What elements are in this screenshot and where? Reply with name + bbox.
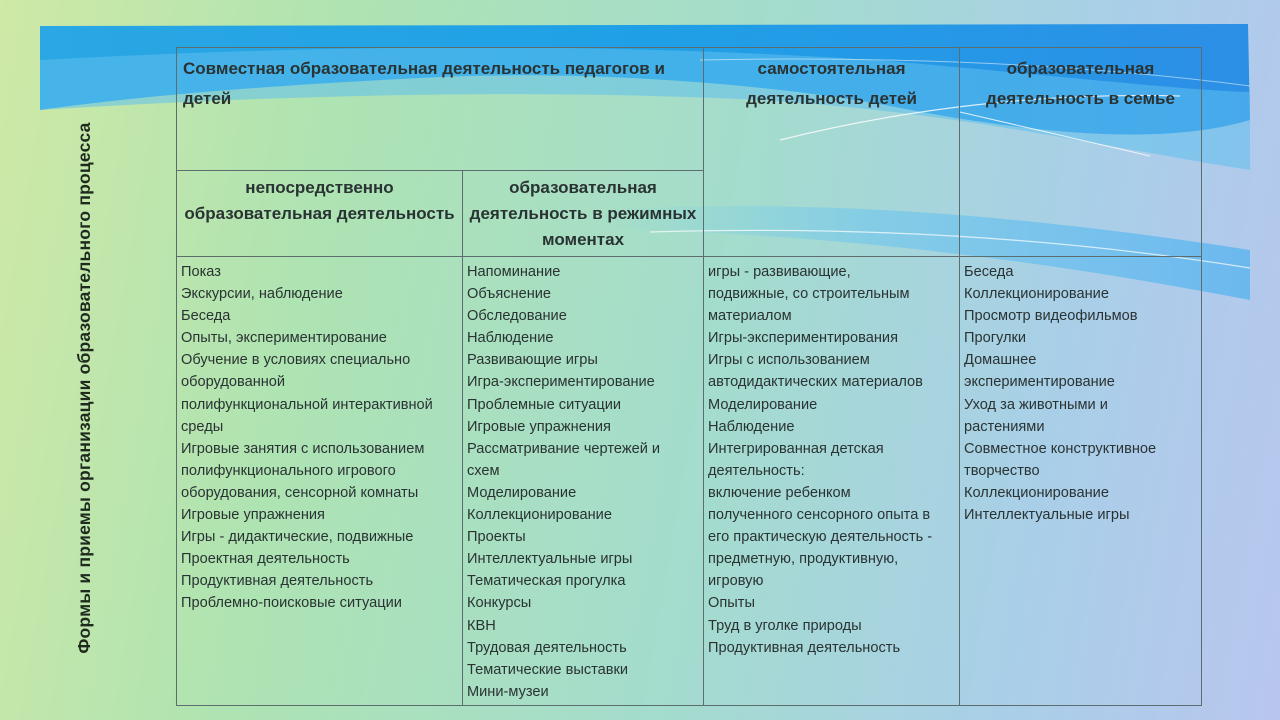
- list-item: Совместное конструктивное: [964, 440, 1157, 457]
- list-item: Проектная деятельность: [181, 551, 350, 568]
- list-item: Рассматривание чертежей и: [467, 440, 661, 457]
- list-item: Экскурсии, наблюдение: [181, 286, 343, 303]
- list-item: Напоминание: [467, 264, 561, 280]
- list-item: автодидактических материалов: [708, 374, 923, 391]
- list-item: среды: [181, 418, 224, 435]
- list-item: Обследование: [467, 308, 567, 325]
- list-item: предметную, продуктивную,: [708, 551, 899, 568]
- list-item: Игры-экспериментирования: [708, 330, 898, 347]
- list-item: Интегрированная детская: [708, 440, 884, 457]
- list-item: Конкурсы: [467, 595, 532, 612]
- list-item: Опыты, экспериментирование: [181, 330, 387, 347]
- list-item: Тематическая прогулка: [467, 573, 626, 590]
- list-routine-activity: [463, 257, 704, 706]
- list-item: Тематические выставки: [467, 661, 629, 678]
- list-item: Коллекционирование: [467, 507, 612, 524]
- header-family-activity: образовательная деятельность в семье: [960, 48, 1202, 257]
- list-direct-activity: [177, 257, 463, 706]
- list-item: Наблюдение: [708, 418, 795, 435]
- list-item: Игра-экспериментирование: [467, 374, 655, 391]
- list-item: оборудованной: [181, 374, 286, 391]
- list-item: Труд в уголке природы: [708, 617, 862, 634]
- list-item: Уход за животными и: [964, 396, 1108, 413]
- side-title: Формы и приемы организации образовательного процесса: [74, 122, 94, 654]
- list-item: Объяснение: [467, 286, 552, 303]
- list-independent-activity: [704, 257, 960, 706]
- list-item: Игровые упражнения: [467, 418, 611, 435]
- list-item: Проблемно-поисковые ситуации: [181, 595, 402, 612]
- header-joint-activity: Совместная образовательная деятельность педагогов и детей: [177, 48, 704, 171]
- list-item: Обучение в условиях специально: [181, 352, 411, 369]
- list-item: Опыты: [708, 595, 755, 612]
- list-item: Трудовая деятельность: [467, 639, 627, 656]
- subheader-routine-activity: образовательная деятельность в режимных моментах: [463, 171, 704, 257]
- list-item: полифункционального игрового: [181, 462, 396, 479]
- list-item: Проекты: [467, 529, 526, 546]
- list-item: его практическую деятельность -: [708, 529, 933, 546]
- list-item: Интеллектуальные игры: [467, 551, 633, 568]
- list-item: включение ребенком: [708, 484, 851, 501]
- list-item: Развивающие игры: [467, 352, 598, 369]
- list-item: подвижные, со строительным: [708, 286, 910, 303]
- list-family-activity: [960, 257, 1202, 706]
- list-item: Игровые упражнения: [181, 507, 325, 524]
- list-item: творчество: [964, 462, 1040, 479]
- list-item: полифункциональной интерактивной: [181, 396, 433, 413]
- forms-table: [176, 47, 1202, 706]
- list-item: Моделирование: [708, 396, 818, 413]
- list-item: оборудования, сенсорной комнаты: [181, 484, 419, 501]
- list-item: игровую: [708, 573, 764, 590]
- list-item: КВН: [467, 617, 496, 634]
- list-item: Моделирование: [467, 484, 577, 501]
- list-item: Продуктивная деятельность: [708, 639, 901, 656]
- list-item: Беседа: [964, 264, 1014, 280]
- list-item: Прогулки: [964, 330, 1027, 347]
- list-item: игры - развивающие,: [708, 264, 851, 280]
- list-item: Наблюдение: [467, 330, 554, 347]
- list-item: схем: [467, 462, 500, 479]
- list-item: материалом: [708, 308, 792, 325]
- list-item: Игры - дидактические, подвижные: [181, 529, 414, 546]
- list-item: Домашнее: [964, 352, 1037, 369]
- subheader-direct-activity: непосредственно образовательная деятельность: [177, 171, 463, 257]
- list-item: Коллекционирование: [964, 484, 1109, 501]
- list-item: Игры с использованием: [708, 352, 870, 369]
- list-item: растениями: [964, 418, 1045, 435]
- list-item: экспериментирование: [964, 374, 1115, 391]
- list-item: Продуктивная деятельность: [181, 573, 374, 590]
- header-independent-activity: самостоятельная деятельность детей: [704, 48, 960, 257]
- list-item: Просмотр видеофильмов: [964, 308, 1138, 325]
- list-item: Мини-музеи: [467, 683, 549, 700]
- list-item: Интеллектуальные игры: [964, 507, 1130, 524]
- list-item: Показ: [181, 264, 221, 280]
- list-item: Беседа: [181, 308, 231, 325]
- list-item: деятельность:: [708, 462, 805, 479]
- list-item: Игровые занятия с использованием: [181, 440, 425, 457]
- list-item: Проблемные ситуации: [467, 396, 622, 413]
- list-item: полученного сенсорного опыта в: [708, 507, 931, 524]
- list-item: Коллекционирование: [964, 286, 1109, 303]
